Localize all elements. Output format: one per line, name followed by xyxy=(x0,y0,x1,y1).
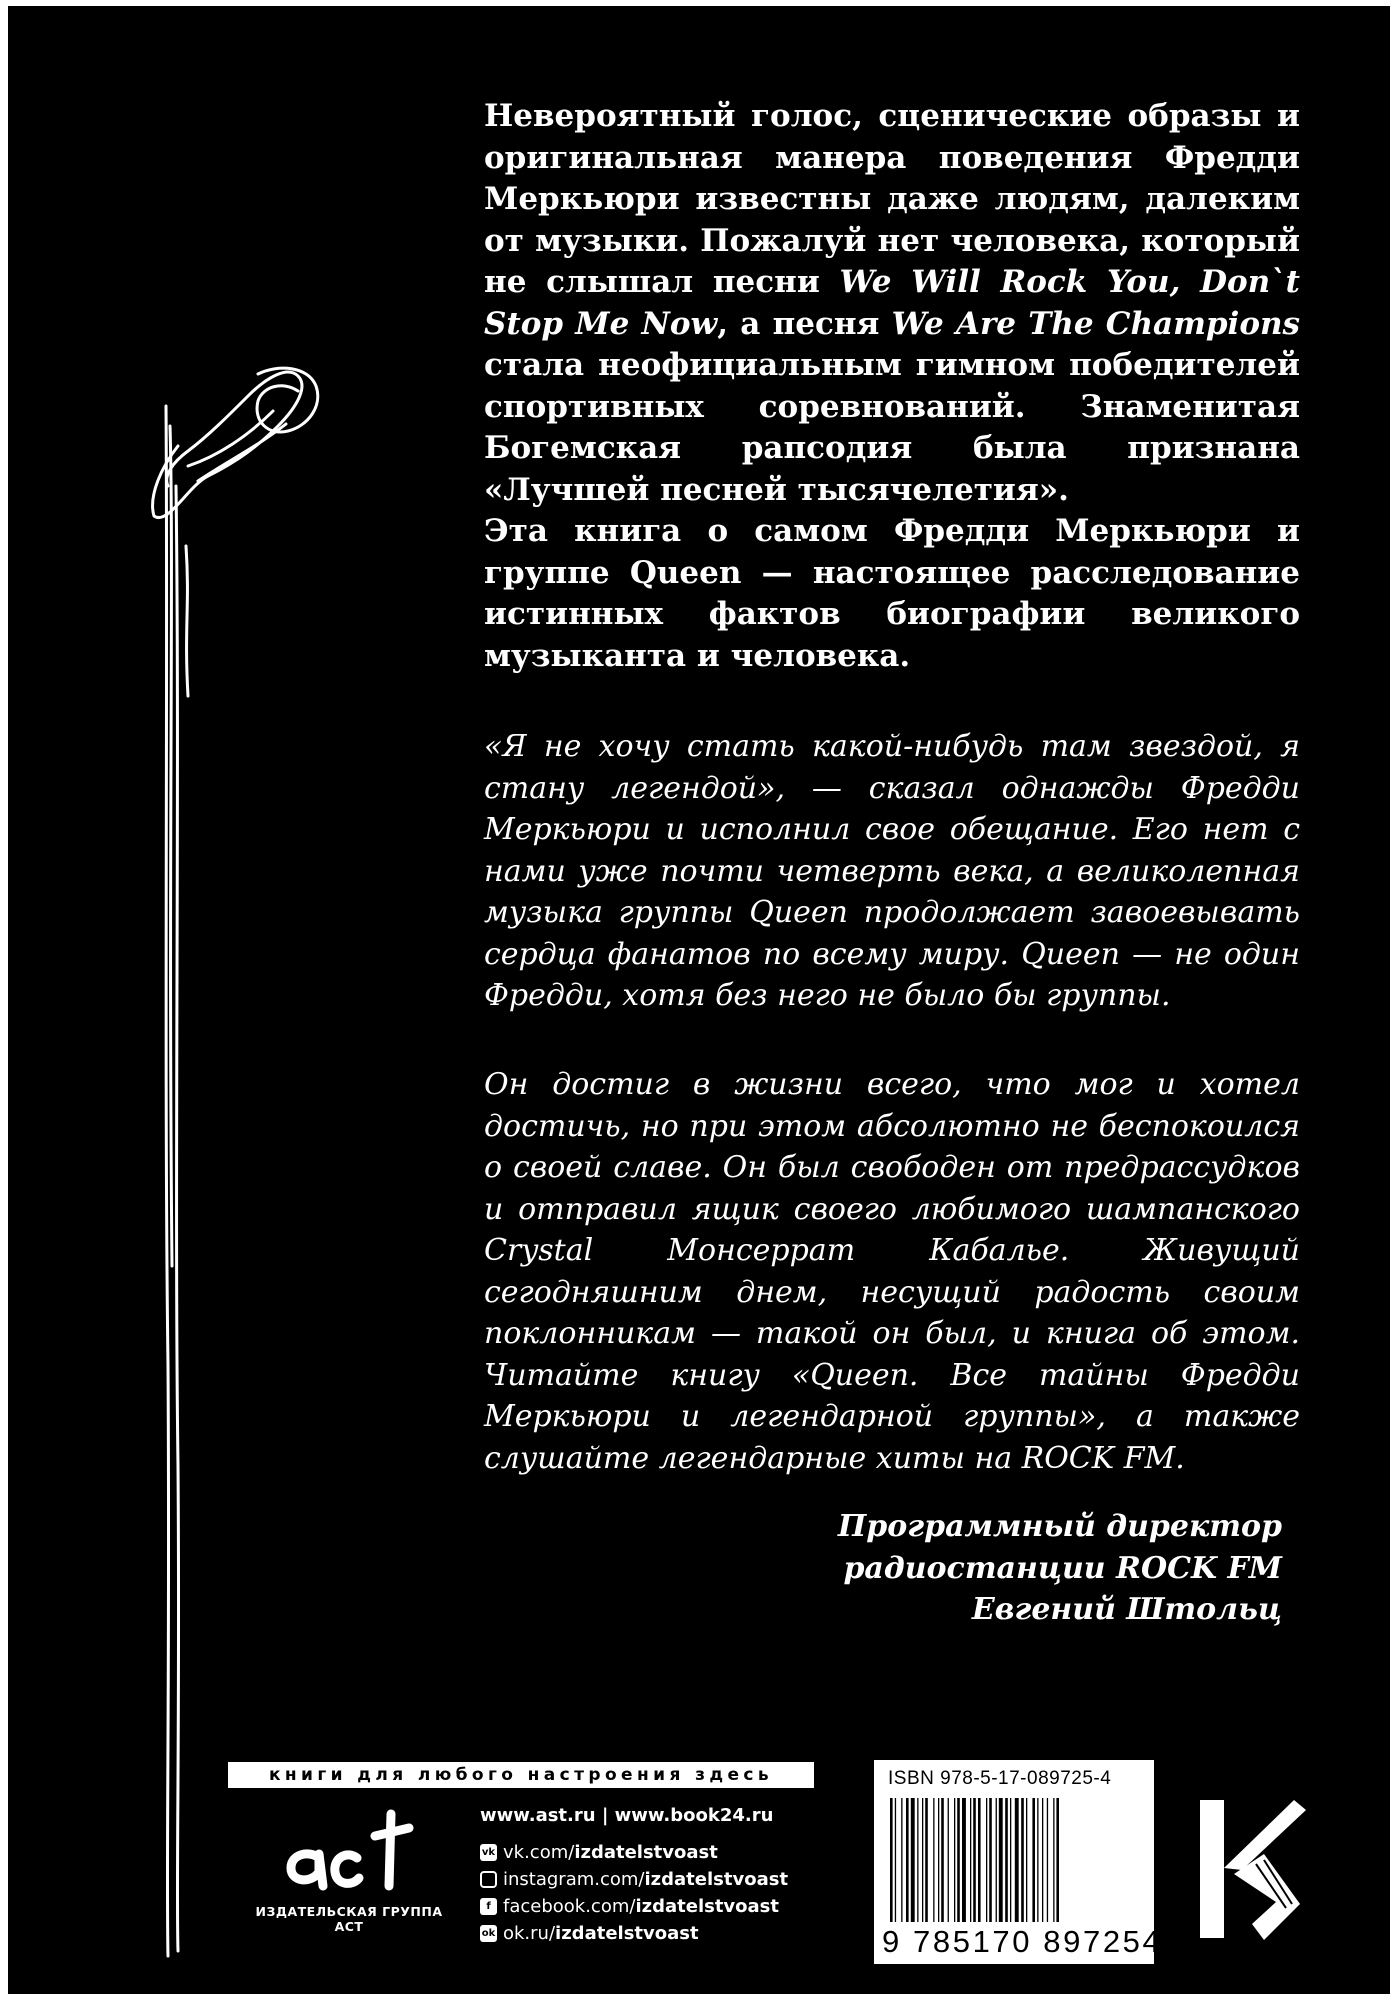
publisher-websites[interactable]: www.ast.ru | www.book24.ru xyxy=(480,1805,774,1826)
signature-author: Евгений Штольц xyxy=(971,1592,1282,1627)
barcode-bar xyxy=(1047,1798,1048,1922)
barcode-bar xyxy=(948,1798,949,1922)
barcode-bar xyxy=(1015,1798,1019,1922)
barcode-bar xyxy=(890,1798,893,1922)
barcode-bar xyxy=(989,1798,992,1922)
song-titles: We Will Rock You, Don`t Stop Me Now xyxy=(484,264,1300,342)
back-cover xyxy=(8,6,1390,1994)
signature-title: Программный директор xyxy=(837,1509,1282,1544)
barcode-bar xyxy=(917,1798,918,1922)
barcode-bar xyxy=(954,1798,955,1922)
vk-icon: vk xyxy=(480,1844,497,1861)
barcode-bar xyxy=(1042,1798,1043,1922)
barcode-bar xyxy=(957,1798,960,1922)
isbn-label: ISBN 978-5-17-089725-4 xyxy=(888,1768,1112,1789)
book-description: Невероятный голос, сценические образы и оригинальная манера поведения Фредди Меркьюри известны даже людям, далеким от музыки. Пожалуй нет человека, который не слышал песни We Will Rock You, Don`t Stop Me Now, а песня We Are The Champions стала неофициальным гимном победителей спортивных соревнований. Знаменитая Богемская рапсодия была признана «Лучшей песней тысячелетия». Эта книга о самом Фредди Меркьюри и группе Queen — настоящее расследование истинных фактов биографии великого музыканта и человека. xyxy=(484,98,1300,674)
social-link-facebook[interactable]: f facebook.com/izdatelstvoast xyxy=(480,1893,788,1920)
signature-station: радиостанции ROCK FM xyxy=(843,1550,1282,1586)
facebook-icon: f xyxy=(480,1898,497,1915)
publisher-links xyxy=(480,1802,788,1947)
barcode-bar xyxy=(901,1798,902,1922)
barcode-bar xyxy=(1010,1798,1011,1922)
barcode-bar xyxy=(1032,1798,1035,1922)
review-paragraph-1: «Я не хочу стать какой-нибудь там звездой, я стану легендой», — сказал однажды Фредди Меркьюри и исполнил свое обещание. Его нет с нами уже почти четверть века, а великолепная музыка группы Queen продолжает завоевывать сердца фанатов по всему миру. Queen — не один Фредди, хотя без него не было бы группы. xyxy=(484,729,1300,1013)
publisher-caption: ИЗДАТЕЛЬСКАЯ ГРУППА АСТ xyxy=(255,1904,443,1934)
barcode-bar xyxy=(996,1798,997,1922)
song-title: We Are The Champions xyxy=(891,305,1300,342)
ast-logo-icon xyxy=(279,1806,419,1896)
barcode-bar xyxy=(1026,1798,1027,1922)
instagram-icon xyxy=(480,1871,497,1888)
barcode-bar xyxy=(986,1798,987,1922)
barcode-bar xyxy=(999,1798,1003,1922)
review-paragraph-2: Он достиг в жизни всего, что мог и хотел достичь, но при этом абсолютно не беспокоился о своей славе. Он был свободен от предрассудков и отправил ящик своего любимого шампанского Crystal Монсеррат Кабалье. Живущий сегодняшним днем, несущий радость своим поклонникам — такой он был, и книга об этом. Читайте книгу «Queen. Все тайны Фредди Меркьюри и легендарной группы», а также слушайте легендарные хиты на ROCK FM. xyxy=(484,1067,1300,1476)
barcode-bar xyxy=(941,1798,944,1922)
review-signature xyxy=(838,1506,1282,1631)
barcode-bar xyxy=(895,1798,896,1922)
barcode-bar xyxy=(970,1798,971,1922)
barcode-bar xyxy=(962,1798,966,1922)
barcode-bar xyxy=(1005,1798,1008,1922)
barcode-bar xyxy=(1021,1798,1024,1922)
ok-icon: ok xyxy=(480,1925,497,1942)
barcode-bar xyxy=(1056,1798,1059,1922)
publisher-logo xyxy=(244,1806,454,1934)
isbn-barcode-box xyxy=(874,1760,1163,1964)
barcode-digits: 9 785170 897254 xyxy=(882,1924,1163,1959)
barcode-bar xyxy=(933,1798,934,1922)
barcode-bar xyxy=(938,1798,939,1922)
barcode-bar xyxy=(978,1798,981,1922)
barcode-bar xyxy=(911,1798,915,1922)
barcode-icon xyxy=(888,1798,1140,1922)
barcode-bar xyxy=(1037,1798,1038,1922)
barcode-bar xyxy=(925,1798,928,1922)
social-link-instagram[interactable]: instagram.com/izdatelstvoast xyxy=(480,1866,788,1893)
barcode-bar xyxy=(906,1798,909,1922)
social-link-vk[interactable]: vk vk.com/izdatelstvoast xyxy=(481,1842,718,1863)
social-link-ok[interactable]: ok ok.ru/izdatelstvoast xyxy=(481,1923,699,1944)
microphone-stand-icon xyxy=(148,366,408,1966)
barcode-bar xyxy=(973,1798,976,1922)
imprint-logo-icon xyxy=(1194,1794,1314,1944)
publisher-tagline: книги для любого настроения здесь xyxy=(228,1762,814,1788)
barcode-bar xyxy=(1053,1798,1054,1922)
barcode-bar xyxy=(922,1798,923,1922)
